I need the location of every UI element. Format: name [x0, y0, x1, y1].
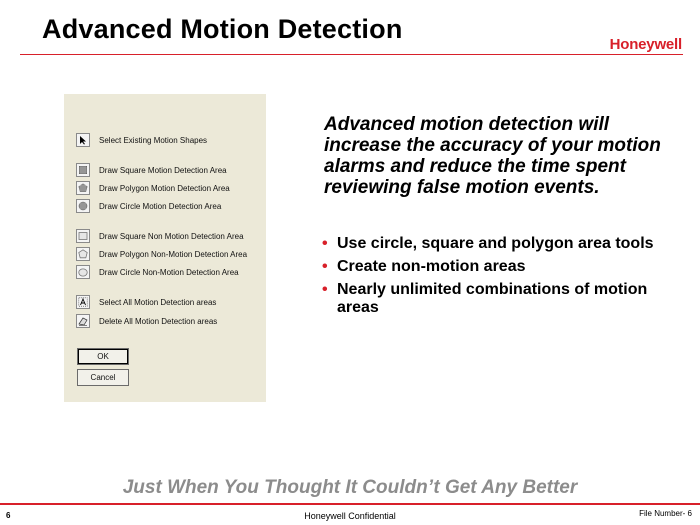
eraser-icon: [76, 314, 90, 328]
tool-select-shapes[interactable]: [76, 132, 207, 148]
tool-label: Draw Square Motion Detection Area: [99, 165, 227, 175]
motion-tools-dialog: [64, 94, 266, 402]
circle-motion-icon: [76, 199, 90, 213]
tool-polygon-nonmotion[interactable]: [76, 246, 247, 262]
headline-text: Advanced motion detection will increase the accuracy of your motion alarms and reduce the time spent reviewing false motion events.: [324, 114, 661, 198]
square-motion-icon: [76, 163, 90, 177]
bullet-dot-icon: •: [322, 281, 328, 298]
bullet-item: [322, 281, 682, 317]
title-divider: [20, 54, 683, 55]
tool-square-motion[interactable]: [76, 162, 227, 178]
tool-select-all[interactable]: [76, 294, 216, 310]
footer-divider: [0, 503, 700, 505]
polygon-motion-icon: [76, 181, 90, 195]
polygon-nonmotion-icon: [76, 247, 90, 261]
circle-nonmotion-icon: [76, 265, 90, 279]
bullet-text: Nearly unlimited combinations of motion areas: [337, 281, 648, 316]
select-all-icon: [76, 295, 90, 309]
bullet-dot-icon: •: [322, 235, 328, 252]
tool-polygon-motion[interactable]: [76, 180, 230, 196]
bullet-list: [322, 235, 682, 322]
bullet-text: Create non-motion areas: [337, 258, 526, 275]
tool-label: Draw Polygon Non-Motion Detection Area: [99, 249, 248, 259]
tool-delete-all[interactable]: [76, 313, 217, 329]
bullet-dot-icon: •: [322, 258, 328, 275]
bullet-text: Use circle, square and polygon area tools: [337, 235, 654, 252]
tool-label: Select All Motion Detection areas: [99, 297, 217, 307]
confidential-label: Honeywell Confidential: [304, 511, 396, 521]
square-nonmotion-icon: [76, 229, 90, 243]
tool-label: Draw Circle Motion Detection Area: [99, 201, 222, 211]
bullet-item: [322, 258, 682, 276]
file-number: File Number- 6: [639, 509, 692, 518]
tool-square-nonmotion[interactable]: [76, 228, 244, 244]
tool-label: Select Existing Motion Shapes: [99, 135, 208, 145]
tool-circle-nonmotion[interactable]: [76, 264, 239, 280]
ok-button[interactable]: OK: [77, 348, 129, 365]
tool-label: Draw Square Non Motion Detection Area: [99, 231, 244, 241]
cancel-button[interactable]: Cancel: [77, 369, 129, 386]
bullet-item: [322, 235, 682, 253]
tagline: Just When You Thought It Couldn’t Get Any Better: [122, 477, 578, 498]
cursor-arrow-icon: [76, 133, 90, 147]
tool-label: Delete All Motion Detection areas: [99, 316, 218, 326]
page-number: 6: [6, 511, 11, 520]
tool-circle-motion[interactable]: [76, 198, 221, 214]
slide-title: Advanced Motion Detection: [42, 14, 403, 44]
tool-label: Draw Polygon Motion Detection Area: [99, 183, 230, 193]
tool-label: Draw Circle Non-Motion Detection Area: [99, 267, 239, 277]
honeywell-logo: Honeywell: [609, 36, 682, 53]
